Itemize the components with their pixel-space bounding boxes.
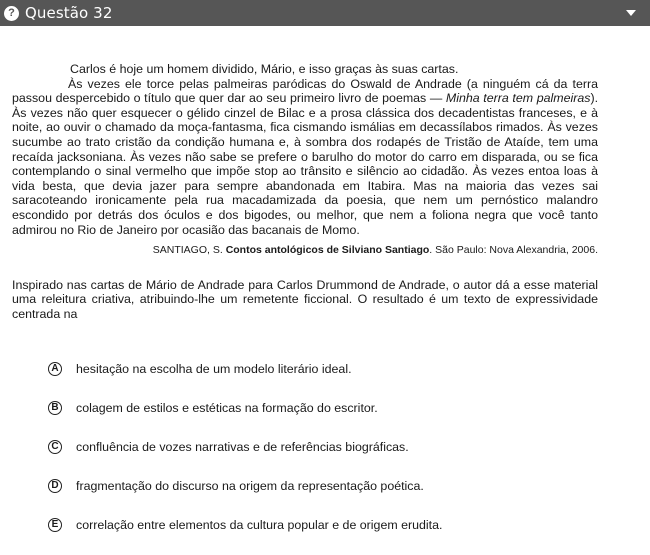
text-paragraph — [12, 77, 598, 238]
book-title: Minha terra tem palmeiras — [445, 91, 591, 106]
text-part-b: ). Às vezes não quer esquecer o gélido cinzel de Bilac e a prosa clássica dos decadentistas franceses, e à noite, ao ouvir o chamado da moça-fantasma, fica cismando ismálias em decassílabos rimados. Às vezes sucumbe ao trato cristão da condição humana e, à sombra dos rodapés de Tristão de Ataíde, tem uma recaída jacksoniana. Às vezes não sabe se prefere o barulho do motor do carro em disparada, ou se fica contemplando o sinal vermelho que impõe stop ao trânsito e silêncio ao cidadão. Às vezes entoa loas à vida besta, que devia jazer para sempre abandonada em Itabira. Mas na maioria das vezes sai saracoteando ironicamente pela rua macadamizada da poesia, que nem um pernóstico malandro escondido por detrás dos óculos e dos bigodes, ou melhor, que nem a foliona negra que você tanto admirou no Rio de Janeiro por ocasião das bacanais de Momo. — [12, 91, 599, 237]
option-letter[interactable]: C — [48, 440, 62, 454]
question-prompt: Inspirado nas cartas de Mário de Andrade para Carlos Drummond de Andrade, o autor dá a esse material uma releitura criativa, atribuindo-lhe um remetente ficcional. O resultado é um texto de expressividade centrada na — [12, 277, 598, 321]
option-text[interactable]: fragmentação do discurso na origem da representação poética. — [76, 478, 424, 493]
question-circle-icon: ? — [4, 6, 19, 21]
option-text[interactable]: hesitação na escolha de um modelo literário ideal. — [76, 361, 352, 376]
source-text — [12, 62, 598, 237]
option-text[interactable]: colagem de estilos e estéticas na formação do escritor. — [76, 400, 378, 415]
citation-rest: . São Paulo: Nova Alexandria, 2006. — [429, 244, 598, 257]
citation-title: Contos antológicos de Silviano Santiago — [225, 244, 430, 257]
option-letter[interactable]: D — [48, 479, 62, 493]
option-a[interactable] — [12, 350, 598, 389]
chevron-down-icon[interactable] — [626, 10, 636, 16]
option-letter[interactable]: E — [48, 518, 62, 532]
text-part-a: Às vezes ele torce pelas palmeiras paródicas do Oswald de Andrade (a ninguém cá da terra passou despercebido o título que quer dar ao seu primeiro livro de poemas — — [12, 76, 598, 106]
option-d[interactable] — [12, 467, 598, 506]
option-text[interactable]: correlação entre elementos da cultura popular e de origem erudita. — [76, 517, 443, 532]
text-line-1: Carlos é hoje um homem dividido, Mário, e isso graças às suas cartas. — [70, 62, 459, 76]
option-b[interactable] — [12, 389, 598, 428]
option-letter[interactable]: B — [48, 401, 62, 415]
source-citation — [12, 243, 598, 258]
question-title: Questão 32 — [25, 4, 113, 22]
question-header[interactable] — [0, 0, 650, 26]
option-c[interactable] — [12, 428, 598, 467]
answer-options — [12, 350, 598, 545]
option-text[interactable]: confluência de vozes narrativas e de referências biográficas. — [76, 439, 409, 454]
citation-author: SANTIAGO, S. — [152, 244, 226, 257]
question-content — [0, 26, 650, 545]
option-e[interactable] — [12, 506, 598, 545]
option-letter[interactable]: A — [48, 362, 62, 376]
